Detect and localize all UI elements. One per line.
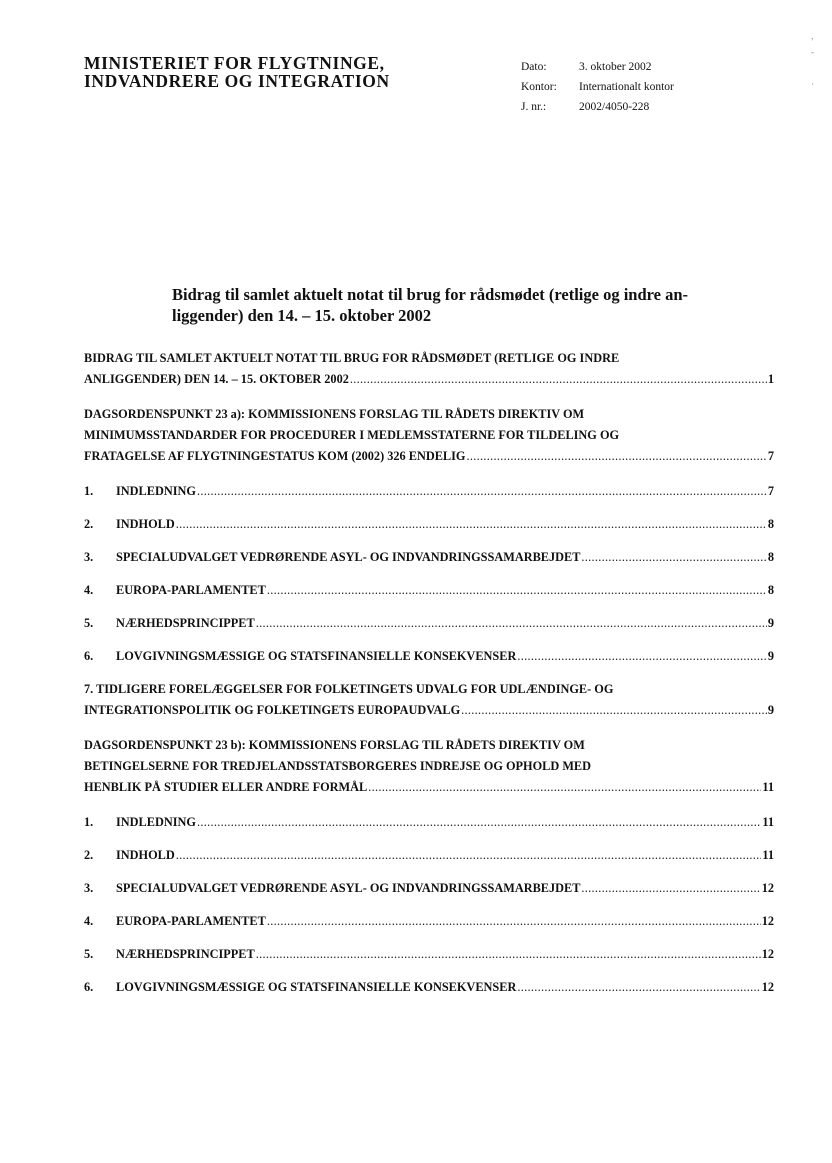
toc-entry-number: 1. [84,484,94,498]
toc-entry [84,404,774,467]
toc-entry [84,845,774,866]
toc-page-number: 8 [767,517,774,531]
toc-entry-text: ANLIGGENDER) DEN 14. – 15. OKTOBER 2002 [84,372,349,386]
toc-entry-text: INDHOLD [116,517,175,531]
toc-dot-leader [197,481,767,502]
toc-page-number: 11 [762,815,774,829]
toc-entry-text: LOVGIVNINGSMÆSSIGE OG STATSFINANSIELLE KONSEKVENSER [116,649,517,663]
meta-label: J. nr.: [521,101,547,113]
toc-page-number: 9 [767,649,774,663]
ministry-line-2: INDVANDRERE OG INTEGRATION [84,71,390,91]
toc-entry-line: MINIMUMSSTANDARDER FOR PROCEDURER I MEDLEMSSTATERNE FOR TILDELING OG [84,428,620,442]
toc-entry-number: 3. [84,550,94,564]
toc-entry-text: INDHOLD [116,848,175,862]
toc-entry [84,944,774,965]
document-title [172,284,730,326]
toc-entry-heading [84,613,774,634]
toc-entry [84,812,774,833]
toc-page-number: 12 [761,881,774,895]
toc-entry [84,977,774,998]
toc-entry-heading [84,369,774,390]
toc-entry-heading [84,446,774,467]
toc-entry-heading [84,646,774,667]
ministry-line-1: MINISTERIET FOR FLYGTNINGE, [84,53,385,73]
toc-entry-heading [84,911,774,932]
toc-dot-leader [256,944,761,965]
toc-entry [84,348,774,390]
meta-journal-number [521,97,674,117]
toc-entry-text: INDLEDNING [116,484,196,498]
toc-entry-text: HENBLIK PÅ STUDIER ELLER ANDRE FORMÅL [84,780,368,794]
toc-entry-heading [84,878,774,899]
toc-dot-leader [256,613,767,634]
toc-entry-heading [84,944,774,965]
toc-dot-leader [267,580,767,601]
toc-entry-line: BIDRAG TIL SAMLET AKTUELT NOTAT TIL BRUG FOR RÅDSMØDET (RETLIGE OG INDRE [84,351,620,365]
toc-entry-number: 4. [84,914,94,928]
toc-entry [84,580,774,601]
toc-entry-heading [84,481,774,502]
toc-page-number: 11 [762,780,774,794]
toc-page-number: 7 [767,484,774,498]
toc-page-number: 8 [767,550,774,564]
toc-entry-number: 5. [84,616,94,630]
toc-entry-number: 4. [84,583,94,597]
meta-value: Internationalt kontor [579,81,674,93]
toc-entry-text: EUROPA-PARLAMENTET [116,914,266,928]
toc-entry-text: NÆRHEDSPRINCIPPET [116,947,255,961]
document-meta [521,57,674,117]
toc-page-number: 12 [761,980,774,994]
toc-dot-leader [267,911,761,932]
toc-entry-line: BETINGELSERNE FOR TREDJELANDSSTATSBORGERES INDREJSE OG OPHOLD MED [84,759,592,773]
toc-entry-line: 7. TIDLIGERE FORELÆGGELSER FOR FOLKETINGETS UDVALG FOR UDLÆNDINGE- OG [84,682,614,696]
meta-office [521,77,674,97]
toc-entry [84,911,774,932]
toc-dot-leader [350,369,767,390]
toc-entry-number: 6. [84,649,94,663]
toc-dot-leader [197,812,761,833]
toc-entry-line: DAGSORDENSPUNKT 23 b): KOMMISSIONENS FORSLAG TIL RÅDETS DIREKTIV OM [84,738,585,752]
toc-entry-number: 1. [84,815,94,829]
meta-label: Kontor: [521,81,557,93]
toc-dot-leader [517,977,760,998]
toc-entry [84,514,774,535]
table-of-contents [84,348,774,1010]
toc-dot-leader [368,777,761,798]
toc-entry-heading [84,514,774,535]
toc-entry-text: LOVGIVNINGSMÆSSIGE OG STATSFINANSIELLE KONSEKVENSER [116,980,517,994]
toc-page-number: 7 [767,449,774,463]
toc-entry-text: SPECIALUDVALGET VEDRØRENDE ASYL- OG INDVANDRINGSSAMARBEJDET [116,550,581,564]
toc-entry-number: 6. [84,980,94,994]
toc-entry-line: DAGSORDENSPUNKT 23 a): KOMMISSIONENS FORSLAG TIL RÅDETS DIREKTIV OM [84,407,585,421]
toc-entry-text: INTEGRATIONSPOLITIK OG FOLKETINGETS EUROPAUDVALG [84,703,461,717]
toc-entry [84,679,774,721]
toc-entry [84,613,774,634]
meta-label: Dato: [521,61,547,73]
toc-dot-leader [581,878,760,899]
toc-dot-leader [466,446,766,467]
toc-page-number: 11 [762,848,774,862]
toc-entry [84,878,774,899]
toc-dot-leader [176,845,762,866]
toc-entry-heading [84,812,774,833]
ministry-name [84,54,390,90]
toc-entry-text: SPECIALUDVALGET VEDRØRENDE ASYL- OG INDVANDRINGSSAMARBEJDET [116,881,581,895]
toc-entry-heading [84,977,774,998]
toc-entry-number: 5. [84,947,94,961]
toc-entry-number: 2. [84,848,94,862]
toc-entry-text: EUROPA-PARLAMENTET [116,583,266,597]
meta-value: 2002/4050-228 [579,101,650,113]
toc-entry-heading [84,547,774,568]
toc-entry-text: NÆRHEDSPRINCIPPET [116,616,255,630]
toc-dot-leader [517,646,767,667]
toc-entry-heading [84,580,774,601]
toc-page-number: 12 [761,914,774,928]
toc-page-number: 12 [761,947,774,961]
toc-entry-heading [84,845,774,866]
toc-entry-heading [84,700,774,721]
toc-page-number: 1 [767,372,774,386]
title-line-2: liggender) den 14. – 15. oktober 2002 [172,306,432,325]
toc-entry-number: 3. [84,881,94,895]
scan-specks: , - · [811,31,814,89]
toc-entry-number: 2. [84,517,94,531]
toc-page-number: 9 [767,703,774,717]
toc-dot-leader [581,547,766,568]
toc-page-number: 8 [767,583,774,597]
toc-entry [84,547,774,568]
meta-value: 3. oktober 2002 [579,61,652,73]
toc-entry [84,735,774,798]
toc-dot-leader [461,700,767,721]
toc-entry-heading [84,777,774,798]
title-line-1: Bidrag til samlet aktuelt notat til brug for rådsmødet (retlige og indre an- [172,285,689,304]
toc-entry-text: FRATAGELSE AF FLYGTNINGESTATUS KOM (2002) 326 ENDELIG [84,449,466,463]
toc-entry [84,481,774,502]
toc-entry-text: INDLEDNING [116,815,196,829]
toc-entry [84,646,774,667]
toc-dot-leader [176,514,767,535]
toc-page-number: 9 [767,616,774,630]
meta-date [521,57,674,77]
